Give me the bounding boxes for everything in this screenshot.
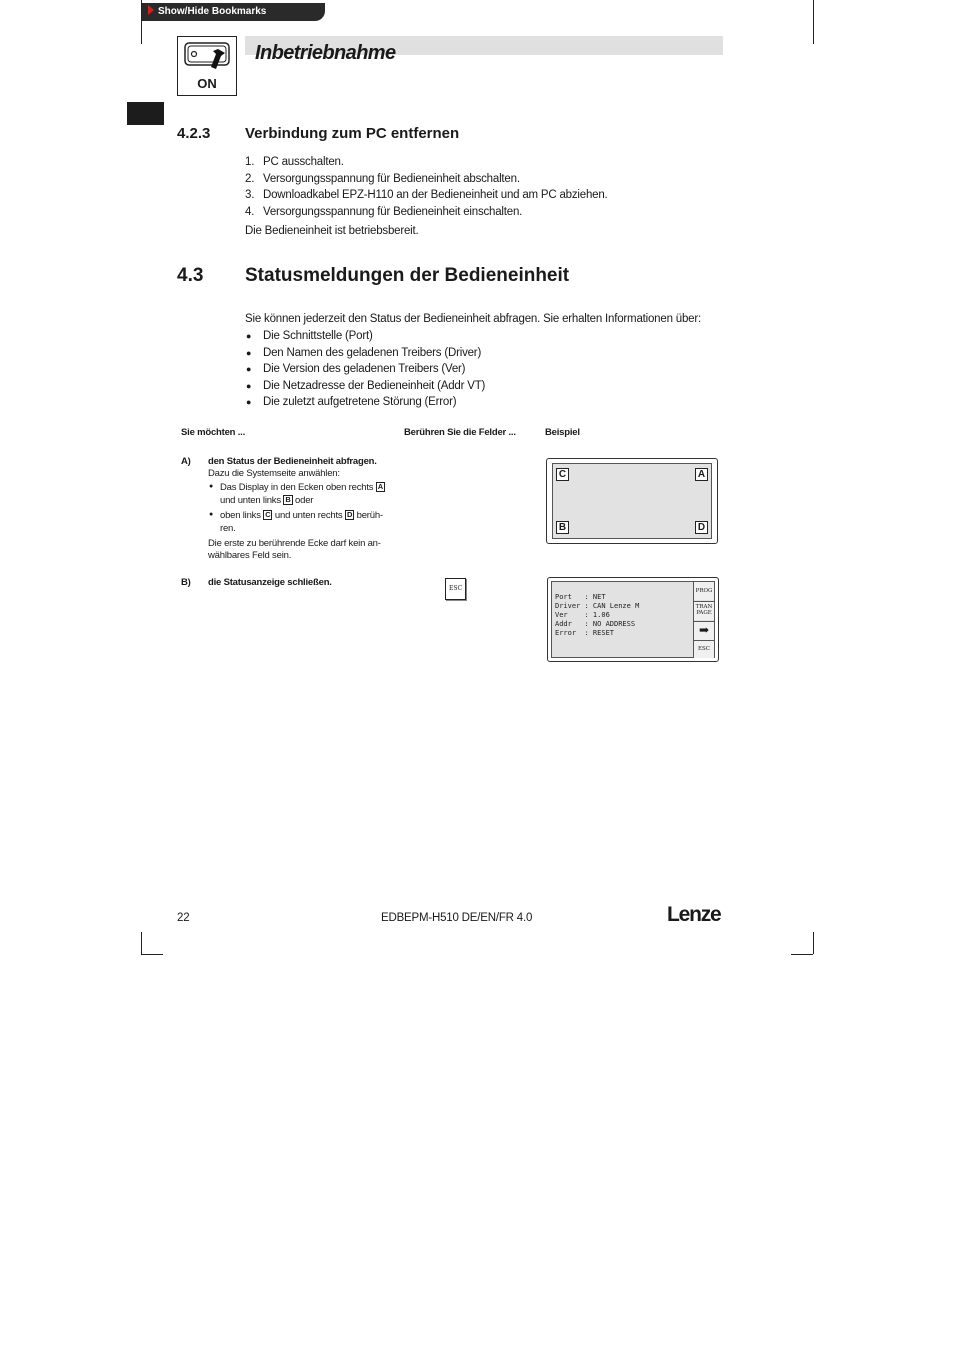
step-text: Downloadkabel EPZ-H110 an der Bedieneinheit und am PC abziehen. (263, 189, 608, 201)
corner-field-a[interactable]: A (695, 468, 708, 481)
esc-softkey-button[interactable]: ESC (694, 640, 714, 658)
corner-key-b: B (285, 495, 291, 504)
bullet-text: oder (295, 495, 314, 506)
list-item: ● Die Netzadresse der Bedieneinheit (Addr VT) (263, 380, 485, 392)
section-title: Verbindung zum PC entfernen (245, 125, 460, 142)
show-hide-bookmarks-button[interactable] (142, 3, 325, 21)
note-text: wählbares Feld sein. (208, 550, 292, 561)
on-label: ON (197, 76, 217, 91)
status-line: Error : RESET (555, 629, 615, 637)
chapter-tab-marker (127, 102, 164, 125)
bullet-text: berüh- (356, 510, 383, 521)
prog-button[interactable]: PROG (694, 582, 714, 600)
tran-label: TRAN (695, 604, 713, 610)
esc-button[interactable]: ESC (445, 578, 466, 600)
arrow-right-button[interactable] (694, 621, 714, 640)
corner-key-d: D (346, 510, 353, 519)
page-number: 22 (177, 912, 190, 924)
bullet-text: oben links (220, 510, 261, 521)
step-text: Versorgungsspannung für Bedieneinheit abschalten. (263, 173, 520, 185)
intro-text: Sie können jederzeit den Status der Bedieneinheit abfragen. Sie erhalten Informationen über: (245, 313, 701, 325)
corner-key-c: C (265, 510, 271, 519)
step-text: PC ausschalten. (263, 156, 344, 168)
list-item (220, 482, 385, 493)
section-number: 4.2.3 (177, 125, 211, 142)
table-header-touch: Berühren Sie die Felder ... (404, 427, 516, 438)
bullet-text: und unten rechts (274, 510, 343, 521)
step-number: 1. (245, 156, 255, 168)
list-item-continuation (220, 495, 313, 506)
list-item: ● Die Schnittstelle (Port) (263, 330, 373, 342)
list-item-continuation: ren. (220, 523, 236, 534)
section-number: 4.3 (177, 265, 204, 286)
status-line: Ver : 1.06 (555, 611, 610, 619)
step-text: Versorgungsspannung für Bedieneinheit einschalten. (263, 206, 523, 218)
display-screen (551, 581, 715, 658)
row-title: die Statusanzeige schließen. (208, 577, 332, 588)
status-line: Addr : NO ADDRESS (555, 620, 636, 628)
tran-page-button[interactable] (694, 601, 714, 620)
crop-mark (141, 0, 142, 44)
status-line: Port : NET (555, 593, 606, 601)
crop-mark (141, 932, 142, 954)
bullet-text: Das Display in den Ecken oben rechts (220, 482, 374, 493)
row-letter: A) (181, 456, 191, 467)
arrow-right-icon: ➡ (698, 623, 710, 637)
crop-mark (791, 954, 813, 955)
corner-field-d[interactable]: D (695, 521, 708, 534)
power-switch-icon (178, 37, 236, 77)
step-number: 4. (245, 206, 255, 218)
crop-mark (813, 932, 814, 954)
status-line: Driver : CAN Lenze M (555, 602, 640, 610)
table-header-goal: Sie möchten ... (181, 427, 246, 438)
note-text: Die erste zu berührende Ecke darf kein an- (208, 538, 381, 549)
softkey-column (693, 582, 715, 657)
result-text: Die Bedieneinheit ist betriebsbereit. (245, 225, 419, 237)
list-item: ● Die zuletzt aufgetretene Störung (Error) (263, 396, 456, 408)
step-number: 2. (245, 173, 255, 185)
corner-field-c[interactable]: C (556, 468, 569, 481)
corner-key-a: A (377, 482, 384, 491)
list-item: ● Den Namen des geladenen Treibers (Driver) (263, 347, 481, 359)
bullet-text: und unten links (220, 495, 281, 506)
step-number: 3. (245, 189, 255, 201)
arrow-right-icon (148, 5, 154, 15)
crop-mark (141, 954, 163, 955)
lenze-logo: Lenze (667, 903, 721, 926)
row-subtitle: Dazu die Systemseite anwählen: (208, 468, 340, 479)
page-label: PAGE (696, 610, 712, 616)
power-switch-icon-box (177, 36, 237, 96)
section-title: Statusmeldungen der Bedieneinheit (245, 265, 570, 286)
list-item: ● Die Version des geladenen Treibers (Ver) (263, 363, 465, 375)
bookmarks-label: Show/Hide Bookmarks (158, 6, 267, 17)
document-id: EDBEPM-H510 DE/EN/FR 4.0 (381, 912, 533, 924)
display-example-corners (546, 458, 718, 544)
display-example-status (547, 577, 719, 662)
row-letter: B) (181, 577, 191, 588)
crop-mark (813, 0, 814, 44)
chapter-title: Inbetriebnahme (255, 42, 396, 64)
table-header-example: Beispiel (545, 427, 580, 438)
display-screen (552, 463, 712, 539)
row-title: den Status der Bedieneinheit abfragen. (208, 456, 377, 467)
list-item (220, 510, 383, 521)
corner-field-b[interactable]: B (556, 521, 569, 534)
